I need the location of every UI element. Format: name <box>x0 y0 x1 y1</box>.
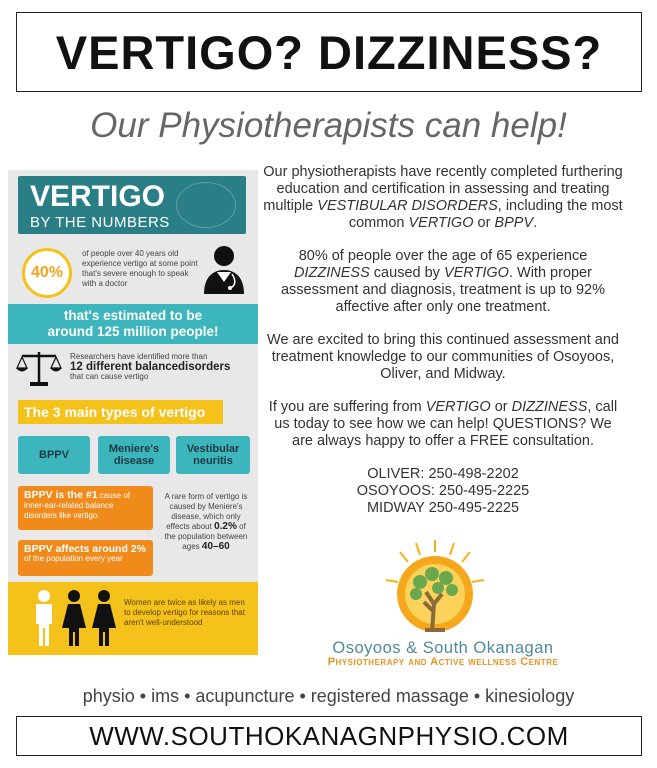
menieres-fact <box>160 492 252 552</box>
dizzy-head-icon <box>176 182 236 228</box>
p1-text-d: . <box>533 215 538 231</box>
clinic-name: Osoyoos & South Okanagan <box>332 639 554 657</box>
phone-oliver[interactable]: OLIVER: 250-498-2202 <box>367 466 519 482</box>
menieres-fact-text-2: of the population between ages <box>164 522 248 551</box>
estimate-line-2: around 125 million people! <box>47 324 219 339</box>
paragraph-2 <box>262 248 624 316</box>
menieres-fact-ages: 40–60 <box>201 541 230 552</box>
p4-emphasis-2: DIZZINESS <box>511 399 588 415</box>
types-heading: The 3 main types of vertigo <box>18 400 223 424</box>
women-fact-text: Women are twice as likely as men to develop vertigo for reasons that aren't well-understood <box>124 598 245 627</box>
services-list: physio • ims • acupuncture • registered massage • kinesiology <box>82 686 575 706</box>
p4-text-b: or <box>490 399 512 415</box>
bppv-fact-2 <box>18 540 153 576</box>
p1-emphasis-3: BPPV <box>494 215 534 231</box>
research-intro: Researchers have identified more than <box>70 352 208 361</box>
p1-text-c: or <box>473 215 495 231</box>
phone-osoyoos[interactable]: OSOYOOS: 250-495-2225 <box>356 483 530 499</box>
bppv-fact-2-emphasis: BPPV affects around 2% <box>24 543 146 555</box>
research-outro: that can cause vertigo <box>70 372 149 381</box>
type-menieres: Meniere's disease <box>98 436 170 474</box>
paragraph-1 <box>262 164 624 232</box>
people-icon <box>30 588 118 648</box>
women-fact-band <box>8 582 258 655</box>
body-text <box>262 164 624 517</box>
infographic-header <box>18 176 246 234</box>
footer-banner <box>16 716 642 756</box>
estimate-line-1: that's estimated to be <box>63 308 203 323</box>
type-bppv: BPPV <box>18 436 90 474</box>
menieres-fact-text: A rare form of vertigo is caused by Meniere's disease, which only effects about <box>164 492 248 531</box>
page-title: VERTIGO? DIZZINESS? <box>55 25 603 79</box>
estimate-band <box>8 304 258 344</box>
research-text <box>70 352 250 382</box>
clinic-subtitle: Physiotherapy and Active wellness Centre <box>327 656 559 668</box>
p1-emphasis-1: VESTIBULAR DISORDERS <box>317 198 498 214</box>
menieres-fact-pct: 0.2% <box>214 521 237 532</box>
p4-text-a: If you are suffering from <box>268 399 426 415</box>
p2-emphasis-1: DIZZINESS <box>294 265 370 281</box>
p2-text-c: . With proper assessment and diagnosis, treatment is up to 92% affective after only one treatment. <box>280 265 605 315</box>
infographic-title: VERTIGO <box>30 180 166 213</box>
bppv-fact-1-emphasis: BPPV is the #1 <box>24 489 98 501</box>
subtitle: Our Physiotherapists can help! <box>90 106 567 145</box>
balance-scale-icon <box>16 348 62 388</box>
p1-emphasis-2: VERTIGO <box>408 215 474 231</box>
type-vestibular-neuritis: Vestibular neuritis <box>176 436 250 474</box>
p4-text-c: , call us today to see how we can help! QUESTIONS? We are always happy to offer a FREE consultation. <box>274 399 618 449</box>
phone-midway[interactable]: MIDWAY 250-495-2225 <box>366 500 520 516</box>
paragraph-3: We are excited to bring this continued assessment and treatment knowledge to our communities of Osoyoos, Oliver, and Midway. <box>267 332 619 382</box>
p2-text-b: caused by <box>369 265 444 281</box>
research-emphasis: 12 different balancedisorders <box>70 361 231 373</box>
phone-list <box>262 466 624 517</box>
bppv-fact-2-text: of the population every year <box>24 554 123 563</box>
bppv-fact-1 <box>18 486 153 530</box>
stat-percent-badge: 40% <box>22 248 72 298</box>
infographic-subtitle: BY THE NUMBERS <box>30 214 170 231</box>
p2-text-a: 80% of people over the age of 65 experience <box>298 248 588 264</box>
p1-text-a: Our physiotherapists have recently completed furthering education and certification in assessing and treating multiple <box>263 164 623 214</box>
p1-text-b: , including the most common <box>348 198 623 231</box>
clinic-logo-tree-icon <box>380 538 490 640</box>
website-link[interactable]: WWW.SOUTHOKANAGNPHYSIO.COM <box>89 720 569 751</box>
bppv-fact-1-text: cause of inner-ear-related balance disorders like vertigo. <box>24 491 131 520</box>
header-banner <box>16 12 642 92</box>
stat-text: of people over 40 years old experience vertigo at some point that's severe enough to speak with a doctor <box>82 249 198 288</box>
vertigo-infographic <box>8 170 258 655</box>
p4-emphasis-1: VERTIGO <box>425 399 491 415</box>
doctor-icon <box>200 242 248 294</box>
p2-emphasis-2: VERTIGO <box>443 265 509 281</box>
paragraph-4 <box>262 399 624 450</box>
